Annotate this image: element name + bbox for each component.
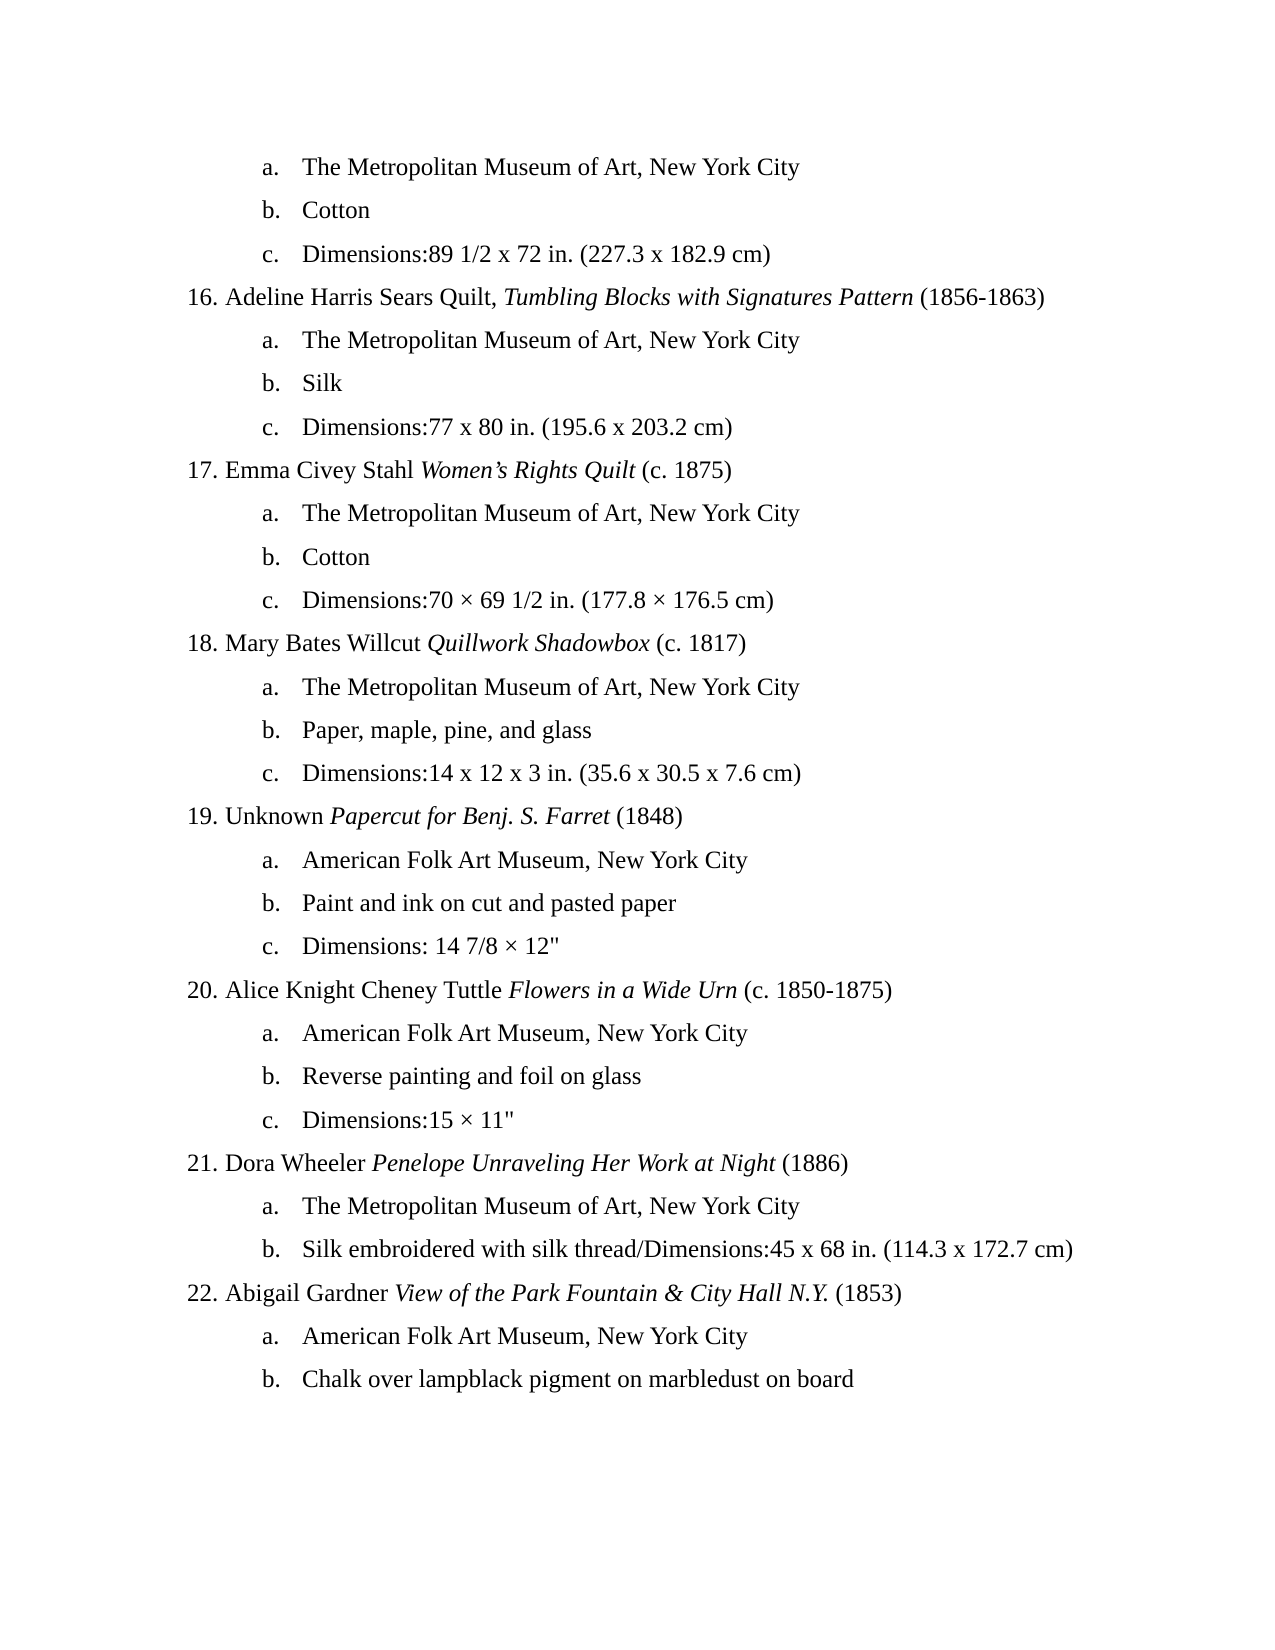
item-heading-pre: Unknown: [225, 803, 330, 831]
item-heading-post: (1848): [609, 803, 683, 831]
sub-letter: a.: [262, 673, 280, 701]
sub-text: Silk: [302, 370, 343, 398]
sub-text: American Folk Art Museum, New York City: [302, 846, 748, 874]
sub-letter: b.: [262, 890, 281, 918]
sub-item: [150, 1315, 1140, 1358]
item-number: 17.: [187, 457, 219, 485]
item-title: Papercut for Benj. S. Farret: [329, 803, 610, 831]
sub-text: Reverse painting and foil on glass: [302, 1063, 642, 1091]
sub-item: [150, 1012, 1140, 1055]
sub-letter: c.: [262, 933, 280, 961]
sub-item: [150, 146, 1140, 189]
sub-text: Paper, maple, pine, and glass: [302, 716, 592, 744]
item-heading: [150, 449, 1140, 492]
sub-item: [150, 492, 1140, 535]
sub-text: American Folk Art Museum, New York City: [302, 1019, 748, 1047]
sub-text: Paint and ink on cut and pasted paper: [302, 890, 677, 918]
sub-letter: b.: [262, 370, 281, 398]
sub-letter: b.: [262, 716, 281, 744]
sub-text: The Metropolitan Museum of Art, New York City: [302, 673, 800, 701]
sub-text: Dimensions: 14 7/8 × 12": [302, 933, 560, 961]
sub-text: Cotton: [302, 197, 371, 225]
sub-letter: a.: [262, 1323, 280, 1351]
sub-item: [150, 709, 1140, 752]
sub-text: American Folk Art Museum, New York City: [302, 1323, 748, 1351]
item-title: Quillwork Shadowbox: [426, 630, 650, 658]
item-title: Flowers in a Wide Urn: [508, 976, 738, 1004]
sub-text: The Metropolitan Museum of Art, New York City: [302, 154, 800, 181]
sub-item: [150, 362, 1140, 405]
sub-text: Cotton: [302, 543, 371, 571]
sub-item: [150, 925, 1140, 968]
item-number: 16.: [187, 283, 219, 311]
sub-letter: a.: [262, 1019, 280, 1047]
sub-letter: a.: [262, 846, 280, 874]
sub-item: [150, 839, 1140, 882]
sub-letter: b.: [262, 1236, 281, 1264]
sub-letter: a.: [262, 327, 280, 355]
sub-text: Dimensions:15 × 11": [302, 1106, 515, 1134]
sub-item: [150, 1185, 1140, 1228]
item-heading-pre: Dora Wheeler: [225, 1149, 372, 1177]
item-title: Penelope Unraveling Her Work at Night: [371, 1149, 776, 1177]
sub-item: [150, 319, 1140, 362]
item-heading-post: (1856-1863): [913, 283, 1045, 311]
sub-letter: c.: [262, 413, 280, 441]
item-heading: [150, 622, 1140, 665]
sub-letter: c.: [262, 1106, 280, 1134]
sub-text: Dimensions:14 x 12 x 3 in. (35.6 x 30.5 x 7.6 cm): [302, 760, 802, 788]
item-number: 19.: [187, 803, 219, 831]
item-number: 20.: [187, 976, 219, 1004]
item-title: Tumbling Blocks with Signatures Pattern: [503, 283, 914, 311]
item-heading: [150, 1142, 1140, 1185]
item-heading-pre: Adeline Harris Sears Quilt,: [225, 283, 504, 311]
item-heading-pre: Mary Bates Willcut: [225, 630, 427, 658]
item-heading: [150, 795, 1140, 838]
item-heading-pre: Emma Civey Stahl: [225, 457, 421, 485]
sub-letter: a.: [262, 500, 280, 528]
item-number: 21.: [187, 1149, 219, 1177]
sub-item: [150, 579, 1140, 622]
sub-text: Dimensions:89 1/2 x 72 in. (227.3 x 182.9 cm): [302, 240, 771, 268]
sub-letter: b.: [262, 1366, 281, 1394]
sub-letter: c.: [262, 240, 280, 268]
sub-text: Dimensions:77 x 80 in. (195.6 x 203.2 cm): [302, 413, 733, 441]
item-heading-post: (c. 1850-1875): [737, 976, 893, 1004]
item-heading: [150, 276, 1140, 319]
item-title: View of the Park Fountain & City Hall N.Y.: [394, 1279, 830, 1307]
item-heading-post: (1886): [775, 1149, 849, 1177]
sub-item: [150, 233, 1140, 276]
sub-letter: b.: [262, 197, 281, 225]
item-heading-pre: Abigail Gardner: [225, 1279, 395, 1307]
sub-item: [150, 1099, 1140, 1142]
sub-item: [150, 882, 1140, 925]
item-heading-post: (c. 1875): [635, 457, 732, 485]
item-heading: [150, 969, 1140, 1012]
item-heading: [150, 1272, 1140, 1315]
sub-letter: b.: [262, 543, 281, 571]
sub-item: [150, 666, 1140, 709]
sub-text: The Metropolitan Museum of Art, New York City: [302, 500, 800, 528]
sub-text: Chalk over lampblack pigment on marbledust on board: [302, 1366, 854, 1394]
item-heading-pre: Alice Knight Cheney Tuttle: [225, 976, 509, 1004]
sub-item: [150, 406, 1140, 449]
sub-text: The Metropolitan Museum of Art, New York City: [302, 327, 800, 355]
sub-letter: b.: [262, 1063, 281, 1091]
sub-item: [150, 1055, 1140, 1098]
item-heading-post: (c. 1817): [649, 630, 747, 658]
item-number: 18.: [187, 630, 219, 658]
sub-item: [150, 752, 1140, 795]
item-number: 22.: [187, 1279, 219, 1307]
sub-text: The Metropolitan Museum of Art, New York City: [302, 1193, 800, 1221]
document-content: [150, 146, 1140, 1402]
item-heading-post: (1853): [829, 1279, 903, 1307]
sub-letter: c.: [262, 586, 280, 614]
sub-item: [150, 1358, 1140, 1401]
sub-text: Dimensions:70 × 69 1/2 in. (177.8 × 176.5 cm): [302, 586, 774, 614]
sub-letter: a.: [262, 154, 280, 181]
sub-item: [150, 536, 1140, 579]
sub-item: [150, 1228, 1140, 1271]
sub-text: Silk embroidered with silk thread/Dimensions:45 x 68 in. (114.3 x 172.7 cm): [302, 1236, 1074, 1264]
item-title: Women’s Rights Quilt: [420, 457, 636, 485]
sub-item: [150, 189, 1140, 232]
sub-letter: c.: [262, 760, 280, 788]
sub-letter: a.: [262, 1193, 280, 1221]
